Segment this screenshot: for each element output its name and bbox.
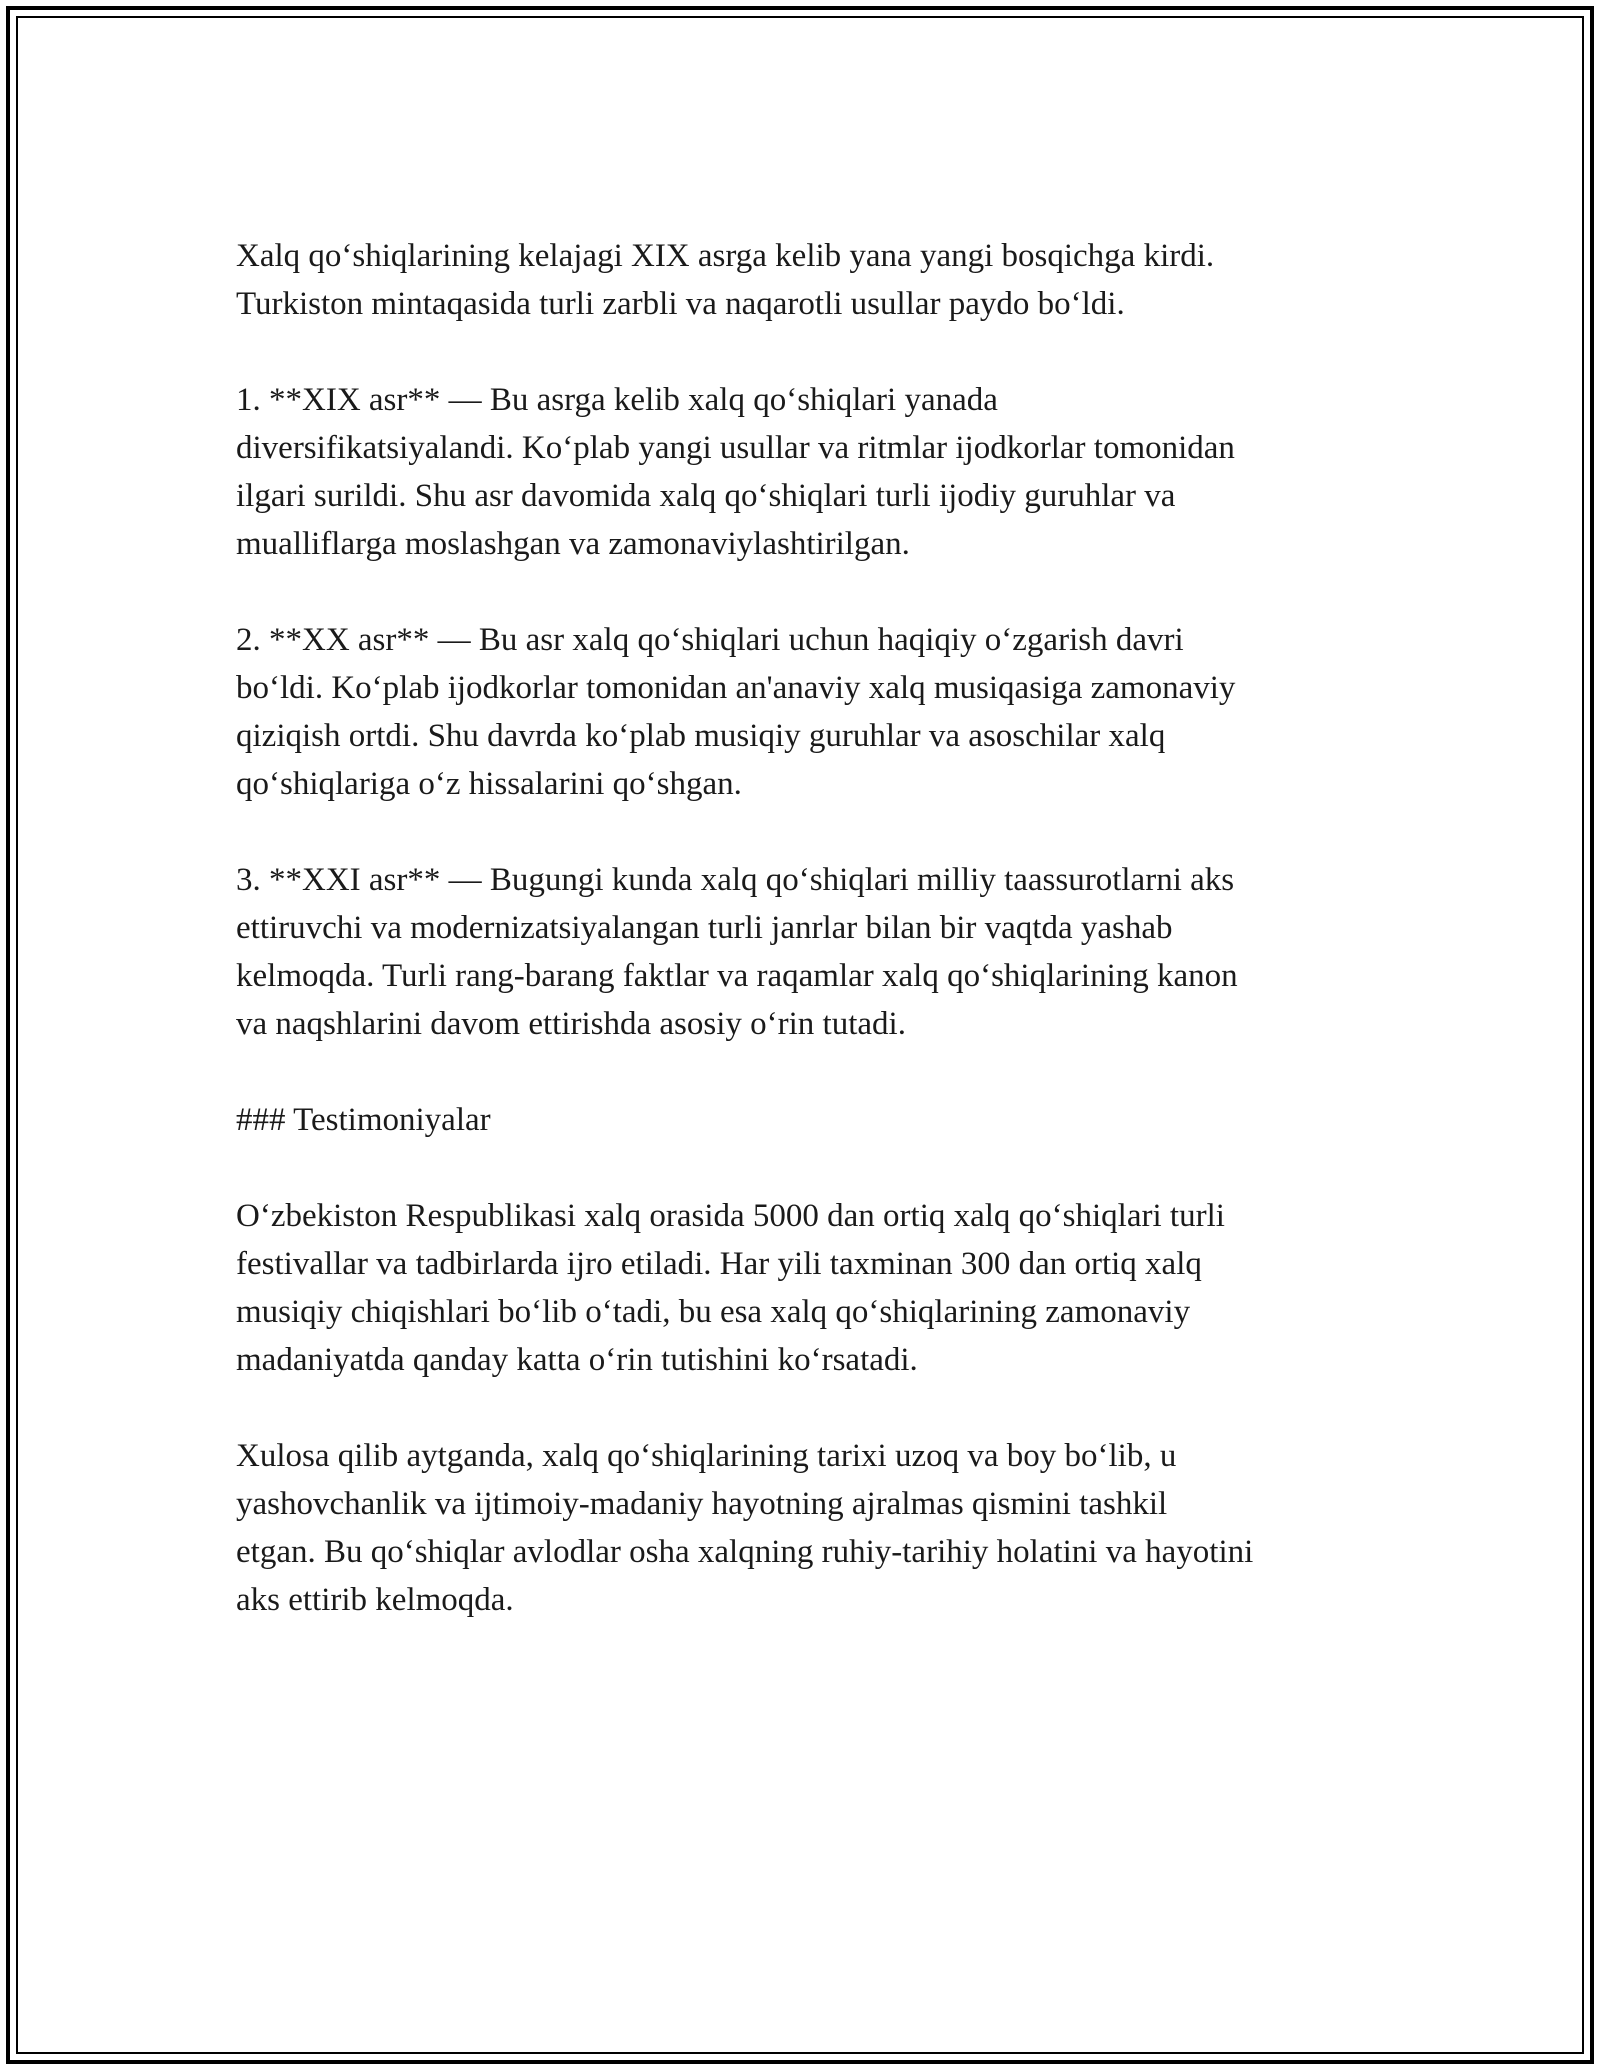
document-body	[236, 232, 1376, 1624]
conclusion-paragraph: Xulosa qilib aytganda, xalq qo‘shiqlarining tarixi uzoq va boy bo‘lib, u yashovchanlik va ijtimoiy-madaniy hayotning ajralmas qismini tashkil etgan. Bu qo‘shiqlar avlodlar osha xalqning ruhiy-tarihiy holatini va hayotini aks ettirib kelmoqda.	[236, 1438, 1254, 1618]
list-item-xx-century: 2. **XX asr** — Bu asr xalq qo‘shiqlari uchun haqiqiy o‘zgarish davri bo‘ldi. Ko‘plab ijodkorlar tomonidan an'anaviy xalq musiqasiga zamonaviy qiziqish ortdi. Shu davrda ko‘plab musiqiy guruhlar va asoschilar xalq qo‘shiqlariga o‘z hissalarini qo‘shgan.	[236, 622, 1236, 802]
list-item-xxi-century: 3. **XXI asr** — Bugungi kunda xalq qo‘shiqlari milliy taassurotlarni aks ettiruvchi va modernizatsiyalangan turli janrlar bilan bir vaqtda yashab kelmoqda. Turli rang-barang faktlar va raqamlar xalq qo‘shiqlarining kanon va naqshlarini davom ettirishda asosiy o‘rin tutadi.	[236, 862, 1238, 1042]
section-heading: ### Testimoniyalar	[236, 1102, 491, 1138]
stats-paragraph: O‘zbekiston Respublikasi xalq orasida 5000 dan ortiq xalq qo‘shiqlari turli festivallar va tadbirlarda ijro etiladi. Har yili taxminan 300 dan ortiq xalq musiqiy chiqishlari bo‘lib o‘tadi, bu esa xalq qo‘shiqlarining zamonaviy madaniyatda qanday katta o‘rin tutishini ko‘rsatadi.	[236, 1198, 1225, 1378]
list-item-xix-century: 1. **XIX asr** — Bu asrga kelib xalq qo‘shiqlari yanada diversifikatsiyalandi. Ko‘plab yangi usullar va ritmlar ijodkorlar tomonidan ilgari surildi. Shu asr davomida xalq qo‘shiqlari turli ijodiy guruhlar va mualliflarga moslashgan va zamonaviylashtirilgan.	[236, 382, 1235, 562]
intro-paragraph: Xalq qo‘shiqlarining kelajagi XIX asrga kelib yana yangi bosqichga kirdi. Turkiston mintaqasida turli zarbli va naqarotli usullar paydo bo‘ldi.	[236, 238, 1215, 322]
